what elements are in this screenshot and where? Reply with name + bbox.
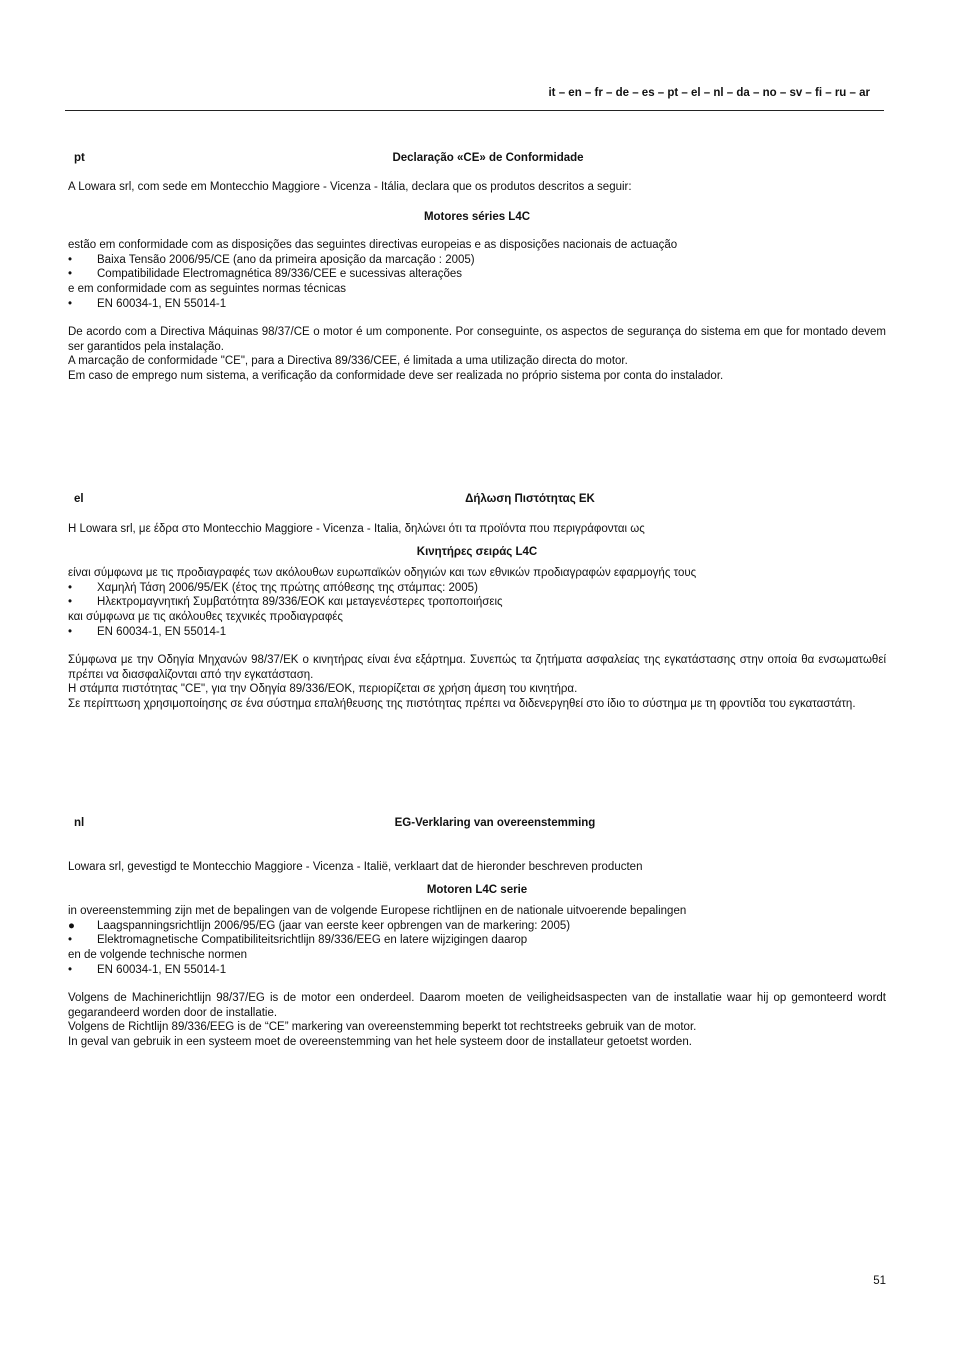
list-item-text: Laagspanningsrichtlijn 2006/95/EG (jaar van eerste keer opbrengen van de markering: 2005) — [97, 919, 571, 932]
directives-intro: in overeenstemming zijn met de bepalingen van de volgende Europese richtlijnen en de nationale uitvoerende bepalingen — [68, 905, 687, 918]
language-code: nl — [74, 817, 85, 829]
list-item — [68, 919, 886, 934]
bullet-icon: • — [68, 581, 73, 594]
section-heading — [68, 816, 886, 832]
list-item — [68, 625, 886, 640]
list-item-text: Χαμηλή Τάση 2006/95/ΕΚ (έτος της πρώτης απόθεσης της στάμπας: 2005) — [97, 581, 478, 594]
section-heading — [68, 151, 886, 167]
note-paragraph: Η στάμπα πιστότητας "CE", για την Οδηγία 89/336/ΕΟΚ, περιορίζεται σε χρήση άμεση του κινητήρα. — [68, 683, 578, 696]
bullet-icon: • — [68, 596, 73, 609]
note-paragraph: Σε περίπτωση χρησιμοποίησης σε ένα σύστημα επαλήθευσης της πιστότητας πρέπει να διδενεργηθεί στο ίδιο το σύστημα με τη φροντίδα του εγκαταστάτη. — [68, 697, 856, 710]
note-paragraph: Volgens de Machinerichtlijn 98/37/EG is de motor een onderdeel. Daarom moeten de veiligheidsaspecten van de installatie waar hij op gemonteerd wordt gegarandeerd worden door de installatie. — [68, 992, 886, 1019]
bullet-icon: • — [68, 253, 73, 266]
bullet-icon: • — [68, 963, 73, 976]
note-paragraph: Em caso de emprego num sistema, a verificação da conformidade deve ser realizada no próprio sistema por conta do instalador. — [68, 369, 724, 382]
list-item — [68, 595, 886, 610]
section-nl — [68, 816, 886, 1050]
section-title: Δήλωση Πιστότητας ΕΚ — [465, 493, 595, 505]
standards-list — [68, 297, 886, 312]
directives-intro: είναι σύμφωνα με τις προδιαγραφές των ακόλουθων ευρωπαϊκών οδηγιών και των εθνικών προδιαγραφών εφαρμογής τους — [68, 567, 697, 580]
bullet-icon: • — [68, 934, 73, 947]
language-code: el — [74, 493, 84, 505]
intro-text: Η Lowara srl, με έδρα στο Montecchio Maggiore - Vicenza - Italia, δηλώνει ότι τα προϊόντα που περιγράφονται ως — [68, 523, 645, 535]
list-item-text: EN 60034-1, EN 55014-1 — [97, 963, 227, 976]
standards-list — [68, 625, 886, 640]
list-item — [68, 297, 886, 312]
note-paragraph: In geval van gebruik in een systeem moet de overeenstemming van het hele systeem door de installateur getoetst worden. — [68, 1035, 692, 1048]
page-number: 51 — [873, 1275, 886, 1287]
list-item — [68, 267, 886, 282]
list-item-text: Compatibilidade Electromagnética 89/336/CEE e sucessivas alterações — [97, 268, 463, 281]
list-item-text: Ηλεκτρομαγνητική Συμβατότητα 89/336/ΕΟΚ και μεταγενέστερες τροποποιήσεις — [97, 596, 503, 609]
section-title: Declaração «CE» de Conformidade — [392, 152, 584, 164]
note-paragraph: Volgens de Richtlijn 89/336/EEG is de “CE” markering van overeenstemming beperkt tot rechtstreeks gebruik van de motor. — [68, 1021, 697, 1034]
language-list: it – en – fr – de – es – pt – el – nl – da – no – sv – fi – ru – ar — [548, 87, 870, 99]
intro-text: A Lowara srl, com sede em Montecchio Maggiore - Vicenza - Itália, declara que os produtos descritos a seguir: — [68, 181, 632, 193]
directives-list — [68, 581, 886, 610]
section-pt — [68, 151, 886, 384]
list-item — [68, 253, 886, 268]
product-name: Κινητήρες σειράς L4C — [416, 545, 538, 558]
list-item-text: EN 60034-1, EN 55014-1 — [97, 297, 227, 310]
language-code: pt — [74, 152, 85, 164]
standards-intro: en de volgende technische normen — [68, 948, 248, 961]
list-item-text: Baixa Tensão 2006/95/CE (ano da primeira aposição da marcação : 2005) — [97, 253, 475, 266]
intro-text: Lowara srl, gevestigd te Montecchio Maggiore - Vicenza - Italië, verklaart dat de hieronder beschreven producten — [68, 861, 643, 873]
list-item-text: Elektromagnetische Compatibiliteitsrichtlijn 89/336/EEG en latere wijzigingen daarop — [97, 934, 528, 947]
header-divider — [65, 110, 884, 111]
standards-intro: e em conformidade com as seguintes normas técnicas — [68, 282, 347, 295]
bullet-icon: • — [68, 625, 73, 638]
section-heading — [68, 492, 886, 508]
directives-list — [68, 919, 886, 948]
bullet-icon: ● — [68, 919, 75, 932]
note-paragraph: A marcação de conformidade "CE", para a Directiva 89/336/CEE, é limitada a uma utilização directa do motor. — [68, 355, 628, 368]
note-paragraph: De acordo com a Directiva Máquinas 98/37/CE o motor é um componente. Por conseguinte, os aspectos de segurança do sistema em que for montado devem ser garantidos pela instalação. — [68, 326, 886, 353]
standards-list — [68, 963, 886, 978]
list-item — [68, 933, 886, 948]
bullet-icon: • — [68, 268, 73, 281]
product-name: Motores séries L4C — [423, 210, 531, 223]
list-item — [68, 581, 886, 596]
directives-list — [68, 253, 886, 282]
list-item — [68, 963, 886, 978]
section-el — [68, 492, 886, 712]
note-paragraph: Σύμφωνα με την Οδηγία Μηχανών 98/37/ΕΚ ο κινητήρας είναι ένα εξάρτημα. Συνεπώς τα ζητήματα ασφαλείας της εγκατάστασης στην οποία θα ενσωματωθεί πρέπει να διασφαλίζονται από την εγκατάσταση. — [68, 654, 886, 681]
list-item-text: EN 60034-1, EN 55014-1 — [97, 625, 227, 638]
product-name: Motoren L4C serie — [426, 883, 528, 896]
directives-intro: estão em conformidade com as disposições das seguintes directivas europeias e as disposições nacionais de actuação — [68, 239, 678, 252]
section-title: EG-Verklaring van overeenstemming — [394, 817, 596, 829]
bullet-icon: • — [68, 297, 73, 310]
standards-intro: και σύμφωνα με τις ακόλουθες τεχνικές προδιαγραφές — [68, 610, 343, 623]
